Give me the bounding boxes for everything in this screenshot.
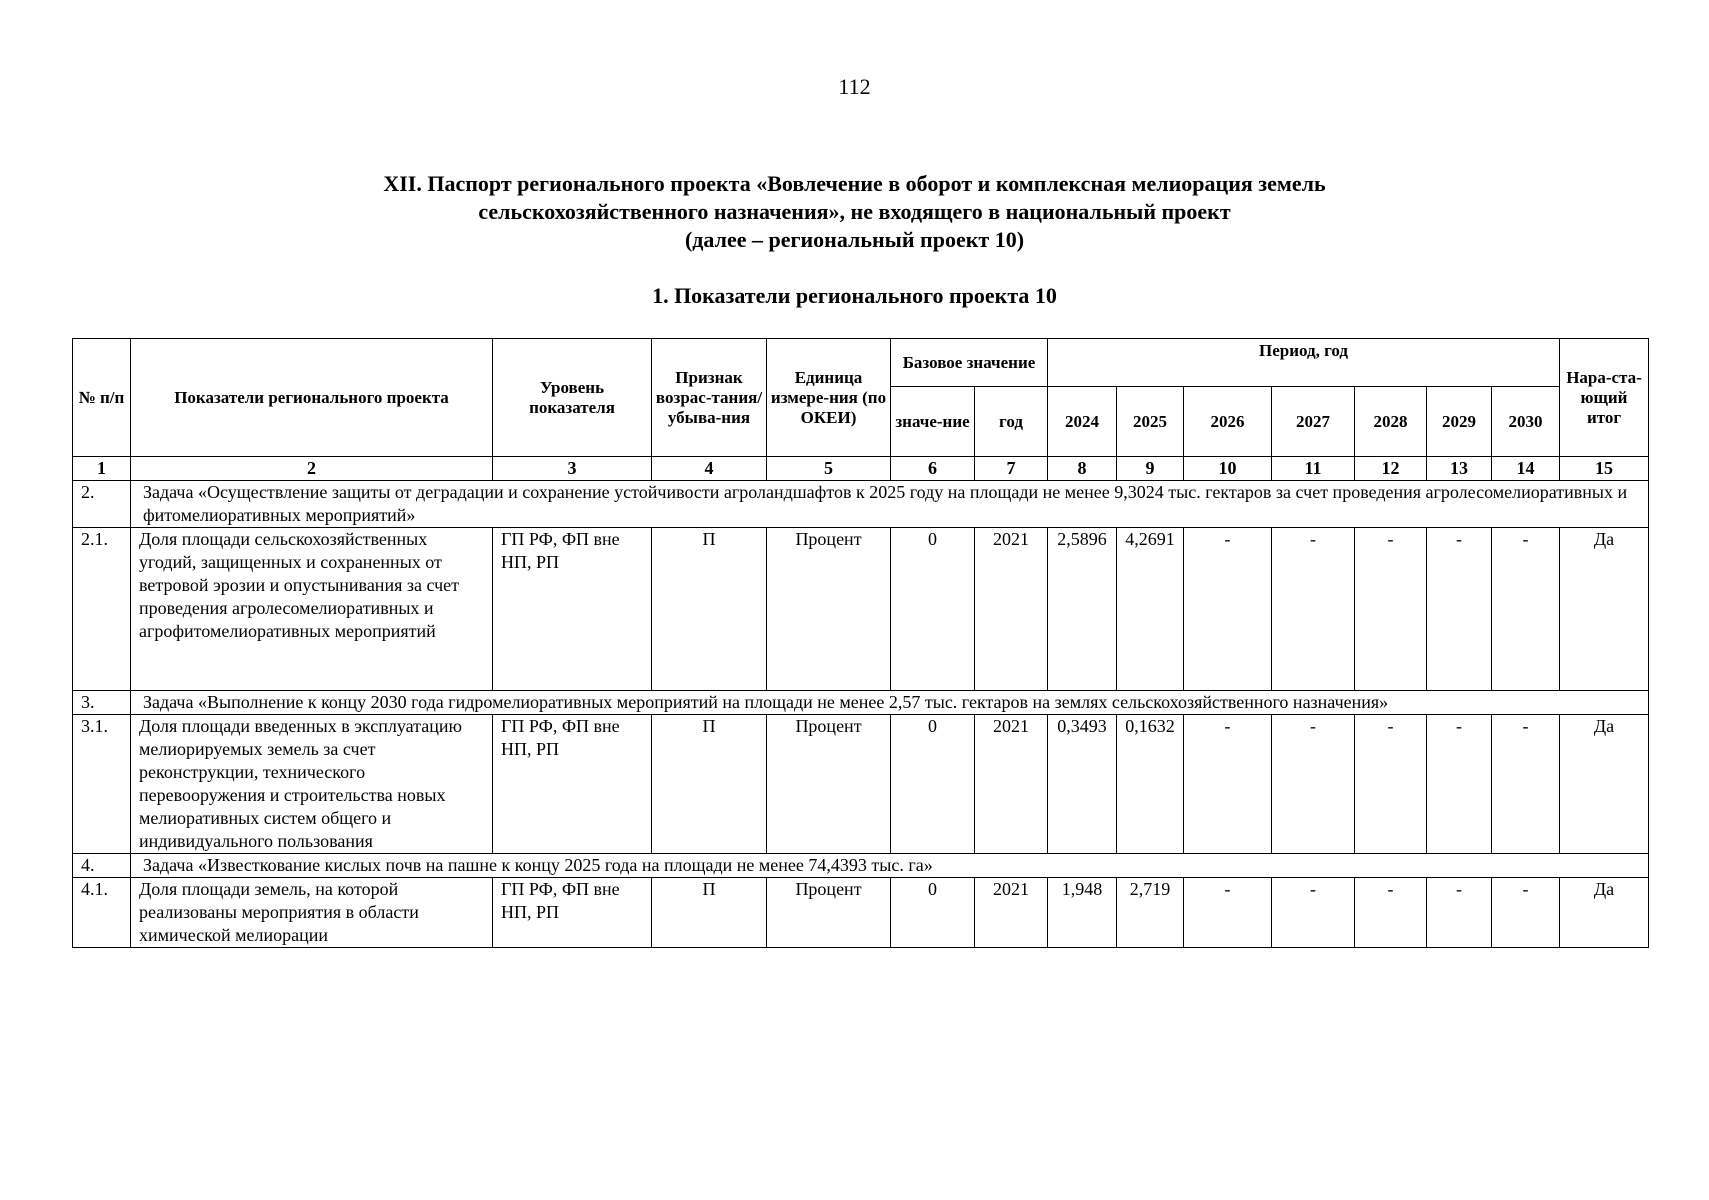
header-year: 2030 bbox=[1492, 387, 1560, 457]
cumulative-flag: Да bbox=[1560, 715, 1649, 854]
value-2024: 0,3493 bbox=[1048, 715, 1117, 854]
row-number: 3.1. bbox=[73, 715, 131, 854]
column-number: 1 bbox=[73, 457, 131, 481]
column-number: 3 bbox=[493, 457, 652, 481]
header-unit: Единица измере-ния (по ОКЕИ) bbox=[767, 339, 891, 457]
column-number: 7 bbox=[975, 457, 1048, 481]
value-2029: - bbox=[1427, 528, 1492, 691]
column-number: 2 bbox=[131, 457, 493, 481]
value-2030: - bbox=[1492, 528, 1560, 691]
trend-sign: П bbox=[652, 878, 767, 948]
task-row bbox=[73, 854, 1649, 878]
value-2027: - bbox=[1272, 528, 1355, 691]
value-2028: - bbox=[1355, 715, 1427, 854]
header-base: Базовое значение bbox=[891, 339, 1048, 387]
row-number: 2.1. bbox=[73, 528, 131, 691]
base-value: 0 bbox=[891, 528, 975, 691]
indicator-level: ГП РФ, ФП вне НП, РП bbox=[493, 528, 652, 691]
value-2025: 2,719 bbox=[1117, 878, 1184, 948]
header-base-year: год bbox=[975, 387, 1048, 457]
table-row bbox=[73, 878, 1649, 948]
header-year: 2024 bbox=[1048, 387, 1117, 457]
column-number: 12 bbox=[1355, 457, 1427, 481]
value-2024: 1,948 bbox=[1048, 878, 1117, 948]
indicator-name: Доля площади земель, на которой реализованы мероприятия в области химической мелиорации bbox=[131, 878, 493, 948]
column-number: 6 bbox=[891, 457, 975, 481]
base-value: 0 bbox=[891, 878, 975, 948]
header-trend: Признак возрас-тания/ убыва-ния bbox=[652, 339, 767, 457]
document-title bbox=[0, 170, 1709, 254]
header-year: 2029 bbox=[1427, 387, 1492, 457]
value-2024: 2,5896 bbox=[1048, 528, 1117, 691]
column-number: 4 bbox=[652, 457, 767, 481]
unit: Процент bbox=[767, 878, 891, 948]
column-number: 5 bbox=[767, 457, 891, 481]
header-indicator: Показатели регионального проекта bbox=[131, 339, 493, 457]
task-number: 4. bbox=[73, 854, 131, 878]
trend-sign: П bbox=[652, 528, 767, 691]
task-text: Задача «Выполнение к концу 2030 года гидромелиоративных мероприятий на площади не менее 2,57 тыс. гектаров на землях сельскохозяйственного назначения» bbox=[131, 691, 1649, 715]
unit: Процент bbox=[767, 528, 891, 691]
task-row bbox=[73, 481, 1649, 528]
column-number: 14 bbox=[1492, 457, 1560, 481]
header-year: 2025 bbox=[1117, 387, 1184, 457]
task-number: 3. bbox=[73, 691, 131, 715]
indicator-level: ГП РФ, ФП вне НП, РП bbox=[493, 715, 652, 854]
column-number: 9 bbox=[1117, 457, 1184, 481]
title-line-1: XII. Паспорт регионального проекта «Вовлечение в оборот и комплексная мелиорация земель bbox=[383, 171, 1326, 196]
column-number: 11 bbox=[1272, 457, 1355, 481]
column-number: 10 bbox=[1184, 457, 1272, 481]
task-number: 2. bbox=[73, 481, 131, 528]
value-2025: 0,1632 bbox=[1117, 715, 1184, 854]
cumulative-flag: Да bbox=[1560, 878, 1649, 948]
value-2026: - bbox=[1184, 715, 1272, 854]
header-base-value: значе-ние bbox=[891, 387, 975, 457]
header-level: Уровень показателя bbox=[493, 339, 652, 457]
unit: Процент bbox=[767, 715, 891, 854]
task-text: Задача «Осуществление защиты от деградации и сохранение устойчивости агроландшафтов к 2025 году на площади не менее 9,3024 тыс. гектаров за счет проведения агролесомелиоративных и фитомелиоративных мероприятий» bbox=[131, 481, 1649, 528]
value-2029: - bbox=[1427, 715, 1492, 854]
table-row bbox=[73, 715, 1649, 854]
row-number: 4.1. bbox=[73, 878, 131, 948]
column-number: 13 bbox=[1427, 457, 1492, 481]
value-2026: - bbox=[1184, 528, 1272, 691]
value-2028: - bbox=[1355, 528, 1427, 691]
title-line-3: (далее – региональный проект 10) bbox=[684, 227, 1025, 252]
table-row bbox=[73, 528, 1649, 691]
base-year: 2021 bbox=[975, 878, 1048, 948]
header-year: 2027 bbox=[1272, 387, 1355, 457]
cumulative-flag: Да bbox=[1560, 528, 1649, 691]
header-year: 2026 bbox=[1184, 387, 1272, 457]
value-2028: - bbox=[1355, 878, 1427, 948]
page-number: 112 bbox=[838, 74, 871, 99]
indicator-name: Доля площади введенных в эксплуатацию мелиорируемых земель за счет реконструкции, технического перевооружения и строительства новых мелиоративных систем общего и индивидуального пользования bbox=[131, 715, 493, 854]
value-2026: - bbox=[1184, 878, 1272, 948]
header-num: № п/п bbox=[73, 339, 131, 457]
value-2029: - bbox=[1427, 878, 1492, 948]
column-number: 8 bbox=[1048, 457, 1117, 481]
value-2027: - bbox=[1272, 715, 1355, 854]
indicator-level: ГП РФ, ФП вне НП, РП bbox=[493, 878, 652, 948]
task-text: Задача «Известкование кислых почв на пашне к концу 2025 года на площади не менее 74,4393 тыс. га» bbox=[131, 854, 1649, 878]
title-line-2: сельскохозяйственного назначения», не входящего в национальный проект bbox=[478, 199, 1231, 224]
header-cumulative: Нара-ста-ющий итог bbox=[1560, 339, 1649, 457]
value-2025: 4,2691 bbox=[1117, 528, 1184, 691]
base-year: 2021 bbox=[975, 528, 1048, 691]
task-row bbox=[73, 691, 1649, 715]
value-2027: - bbox=[1272, 878, 1355, 948]
value-2030: - bbox=[1492, 715, 1560, 854]
trend-sign: П bbox=[652, 715, 767, 854]
value-2030: - bbox=[1492, 878, 1560, 948]
column-number: 15 bbox=[1560, 457, 1649, 481]
indicator-name: Доля площади сельскохозяйственных угодий, защищенных и сохраненных от ветровой эрозии и опустынивания за счет проведения агролесомелиоративных и агрофитомелиоративных мероприятий bbox=[131, 528, 493, 691]
section-title: 1. Показатели регионального проекта 10 bbox=[652, 283, 1057, 308]
base-year: 2021 bbox=[975, 715, 1048, 854]
header-year: 2028 bbox=[1355, 387, 1427, 457]
base-value: 0 bbox=[891, 715, 975, 854]
column-number-row bbox=[73, 457, 1649, 481]
indicators-table bbox=[72, 338, 1649, 948]
header-period: Период, год bbox=[1048, 339, 1560, 387]
